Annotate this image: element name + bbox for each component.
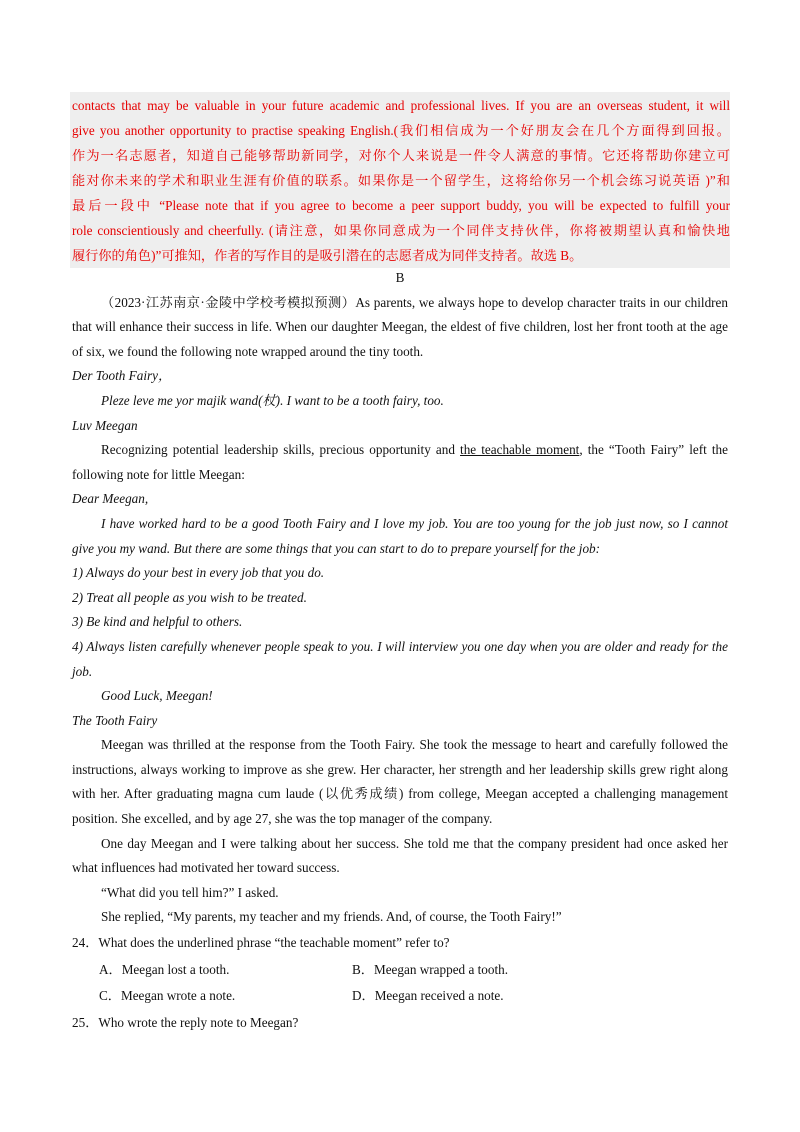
question-24-options-row2 <box>99 984 728 1009</box>
question-24-stem: 24．What does the underlined phrase “the teachable moment” refer to? <box>72 935 450 951</box>
note1-body: Pleze leve me yor majik wand(杖). I want to be a tooth fairy, too. <box>101 392 444 408</box>
option-b: B．Meegan wrapped a tooth. <box>352 961 509 977</box>
note2-closing: Good Luck, Meegan! <box>101 688 213 704</box>
paragraph-4: One day Meegan and I were talking about her success. She told me that the company president had once asked her what influences had motivated her toward success. <box>72 835 728 876</box>
paragraph-3: Meegan was thrilled at the response from the Tooth Fairy. She took the message to heart and carefully followed the instructions, always working to improve as she grew. Her character, her strength and her leadership skills grew right along with her. After graduating magna cum laude (以优秀成绩) from college, Meegan accepted a challenging management position. She excelled, and by age 27, she was the top manager of the company. <box>72 737 728 827</box>
paragraph-6: She replied, “My parents, my teacher and my friends. And, of course, the Tooth Fairy!” <box>101 909 562 925</box>
paragraph-2 <box>72 438 728 487</box>
note2-greeting: Dear Meegan, <box>72 491 149 507</box>
answer-line: 履行你的角色)”可推知，作者的写作目的是吸引潜在的志愿者成为同伴支持者。故选 B。 <box>72 248 583 263</box>
answer-line: 作为一名志愿者，知道自己能够帮助新同学，对你个人来说是一件令人满意的事情。它还将帮助你建立可 <box>72 148 730 163</box>
note2-item: 1) Always do your best in every job that you do. <box>72 565 325 581</box>
note2-item: 2) Treat all people as you wish to be treated. <box>72 589 307 605</box>
option-c: C．Meegan wrote a note. <box>99 988 236 1004</box>
answer-line: 最后一段中 “Please note that if you agree to become a peer support buddy, you will be expected to fulfill your <box>72 198 730 213</box>
note2-item: 3) Be kind and helpful to others. <box>72 614 243 630</box>
answer-line: give you another opportunity to practise speaking English.(我们相信成为一个好朋友会在几个方面得到回报。 <box>72 123 730 138</box>
answer-line: contacts that may be valuable in your future academic and professional lives. If you are an overseas student, it will <box>72 98 730 113</box>
answer-line: 能对你未来的学术和职业生涯有价值的联系。如果你是一个留学生，这将给你另一个机会练习说英语 )”和 <box>72 173 730 188</box>
option-a: A．Meegan lost a tooth. <box>99 961 230 977</box>
passage-b <box>72 266 728 1035</box>
section-title: B <box>395 270 405 285</box>
question-24-options-row1 <box>99 958 728 983</box>
p2-after: , the “Tooth Fairy” left the following note for little Meegan: <box>72 442 728 482</box>
answer-explanation <box>70 92 730 268</box>
p2-before: Recognizing potential leadership skills, precious opportunity and <box>101 442 461 458</box>
question-25-stem: 25．Who wrote the reply note to Meegan? <box>72 1014 299 1030</box>
note1-greeting: Der Tooth Fairy， <box>72 368 172 384</box>
note1-signoff: Luv Meegan <box>72 417 138 433</box>
underlined-phrase: the teachable moment <box>460 442 580 458</box>
answer-line: role conscientiously and cheerfully. (请注意，如果你同意成为一个同伴支持伙伴，你将被期望认真和愉快地 <box>72 223 730 238</box>
note2-signature: The Tooth Fairy <box>72 712 158 728</box>
note2-body: I have worked hard to be a good Tooth Fairy and I love my job. You are too young for the job just now, so I cannot give you my wand. But there are some things that you can start to do to prepare yourself for the job: <box>72 515 728 556</box>
intro-paragraph: （2023·江苏南京·金陵中学校考模拟预测）As parents, we always hope to develop character traits in our children that will enhance their success in life. When our daughter Meegan, the eldest of five children, lost her front tooth at the age of six, we found the following note wrapped around the tiny tooth. <box>72 294 728 359</box>
option-d: D．Meegan received a note. <box>352 988 504 1004</box>
paragraph-5: “What did you tell him?” I asked. <box>101 884 279 900</box>
note2-item: 4) Always listen carefully whenever people speak to you. I will interview you one day when you are older and ready for the job. <box>72 638 728 679</box>
